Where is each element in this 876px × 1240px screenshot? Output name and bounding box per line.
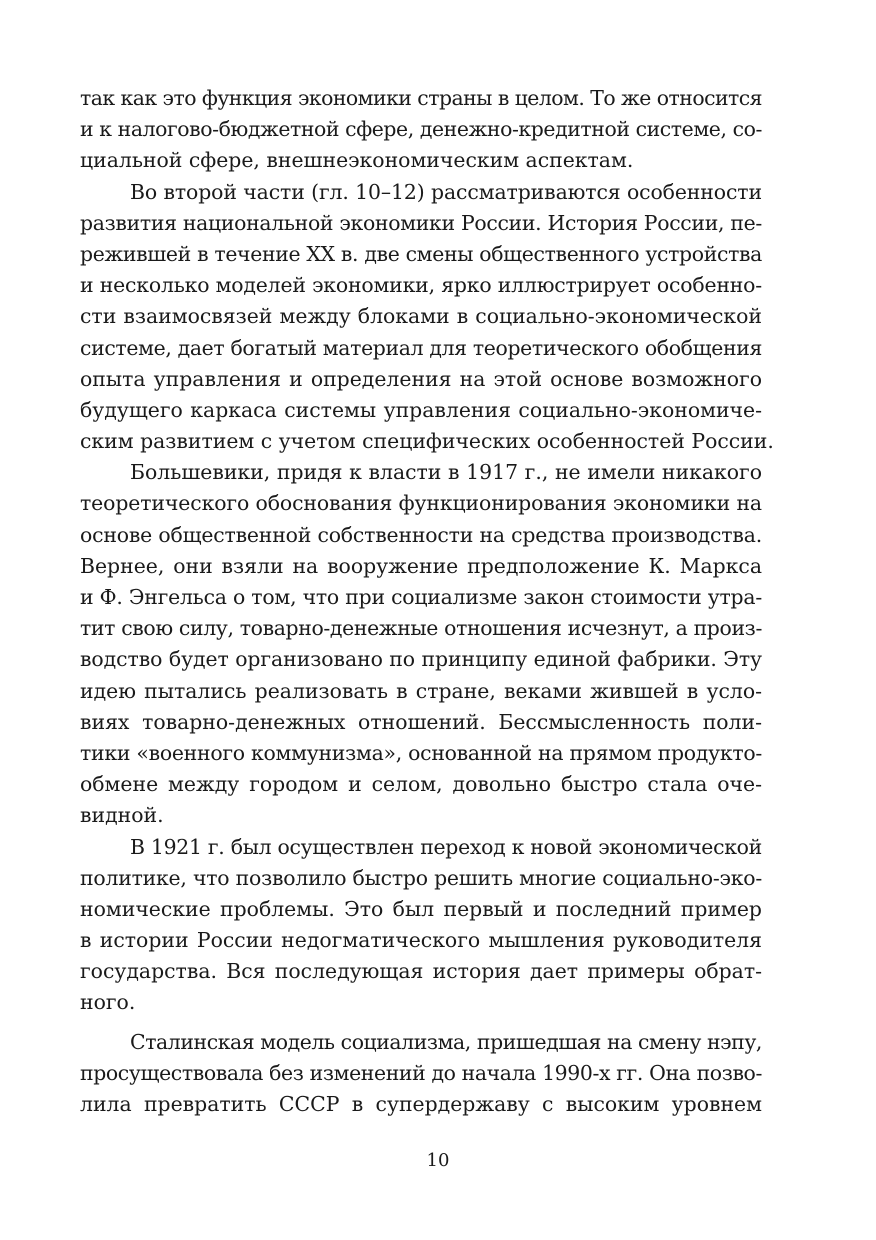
text-line: развития национальной экономики России. История России, пе-: [80, 210, 762, 235]
text-line: обмене между городом и селом, довольно быстро стала оче-: [80, 772, 762, 797]
text-line: государства. Вся последующая история дает примеры обрат-: [80, 959, 762, 984]
paragraph-first-line: В 1921 г. был осуществлен переход к новой экономической: [130, 834, 762, 859]
text-line: основе общественной собственности на средства производства.: [80, 522, 762, 547]
text-line: теоретического обоснования функционирования экономики на: [80, 491, 762, 516]
body-text: [80, 83, 774, 1120]
page-number: 10: [426, 1150, 450, 1171]
text-line: будущего каркаса системы управления социально-экономиче-: [80, 397, 762, 422]
text-line: и Ф. Энгельса о том, что при социализме закон стоимости утра-: [80, 585, 762, 609]
text-line: номические проблемы. Это был первый и последний пример: [80, 896, 762, 921]
text-line: видной.: [80, 803, 164, 828]
text-line: тики «военного коммунизма», основанной на прямом продукто-: [80, 740, 762, 765]
text-line: водство будет организовано по принципу единой фабрики. Эту: [80, 647, 762, 672]
text-line: опыта управления и определения на этой основе возможного: [80, 366, 762, 391]
text-line: и несколько моделей экономики, ярко иллюстрирует особенно-: [80, 273, 762, 298]
text-line: сти взаимосвязей между блоками в социально-экономической: [80, 304, 762, 329]
text-line: в истории России недогматического мышления руководителя: [80, 928, 762, 953]
text-line: политике, что позволило быстро решить многие социально-эко-: [80, 865, 762, 890]
text-line: ским развитием с учетом специфических особенностей России.: [80, 429, 774, 454]
text-line: системе, дает богатый материал для теоретического обобщения: [80, 335, 762, 360]
text-line: циальной сфере, внешнеэкономическим аспектам.: [80, 148, 634, 173]
text-line: ного.: [80, 990, 136, 1015]
text-line: идею пытались реализовать в стране, веками жившей в усло-: [80, 678, 762, 703]
text-line: просуществовала без изменений до начала 1990-х гг. Она позво-: [80, 1060, 762, 1085]
text-line: так как это функция экономики страны в целом. То же относится: [80, 86, 762, 110]
text-line: и к налогово-бюджетной сфере, денежно-кредитной системе, со-: [80, 117, 762, 142]
paragraph-first-line: Большевики, придя к власти в 1917 г., не имели никакого: [130, 460, 762, 485]
text-line: виях товарно-денежных отношений. Бессмысленность поли-: [80, 709, 762, 734]
paragraph-first-line: Сталинская модель социализма, пришедшая на смену нэпу,: [130, 1029, 762, 1054]
text-line: тит свою силу, товарно-денежные отношения исчезнут, а произ-: [80, 616, 762, 641]
text-line: Вернее, они взяли на вооружение предположение К. Маркса: [80, 553, 762, 578]
text-line: лила превратить СССР в супердержаву с высоким уровнем: [80, 1092, 762, 1116]
text-line: режившей в течение XX в. две смены общественного устройства: [80, 241, 762, 266]
paragraph-first-line: Во второй части (гл. 10–12) рассматриваются особенности: [130, 179, 762, 204]
